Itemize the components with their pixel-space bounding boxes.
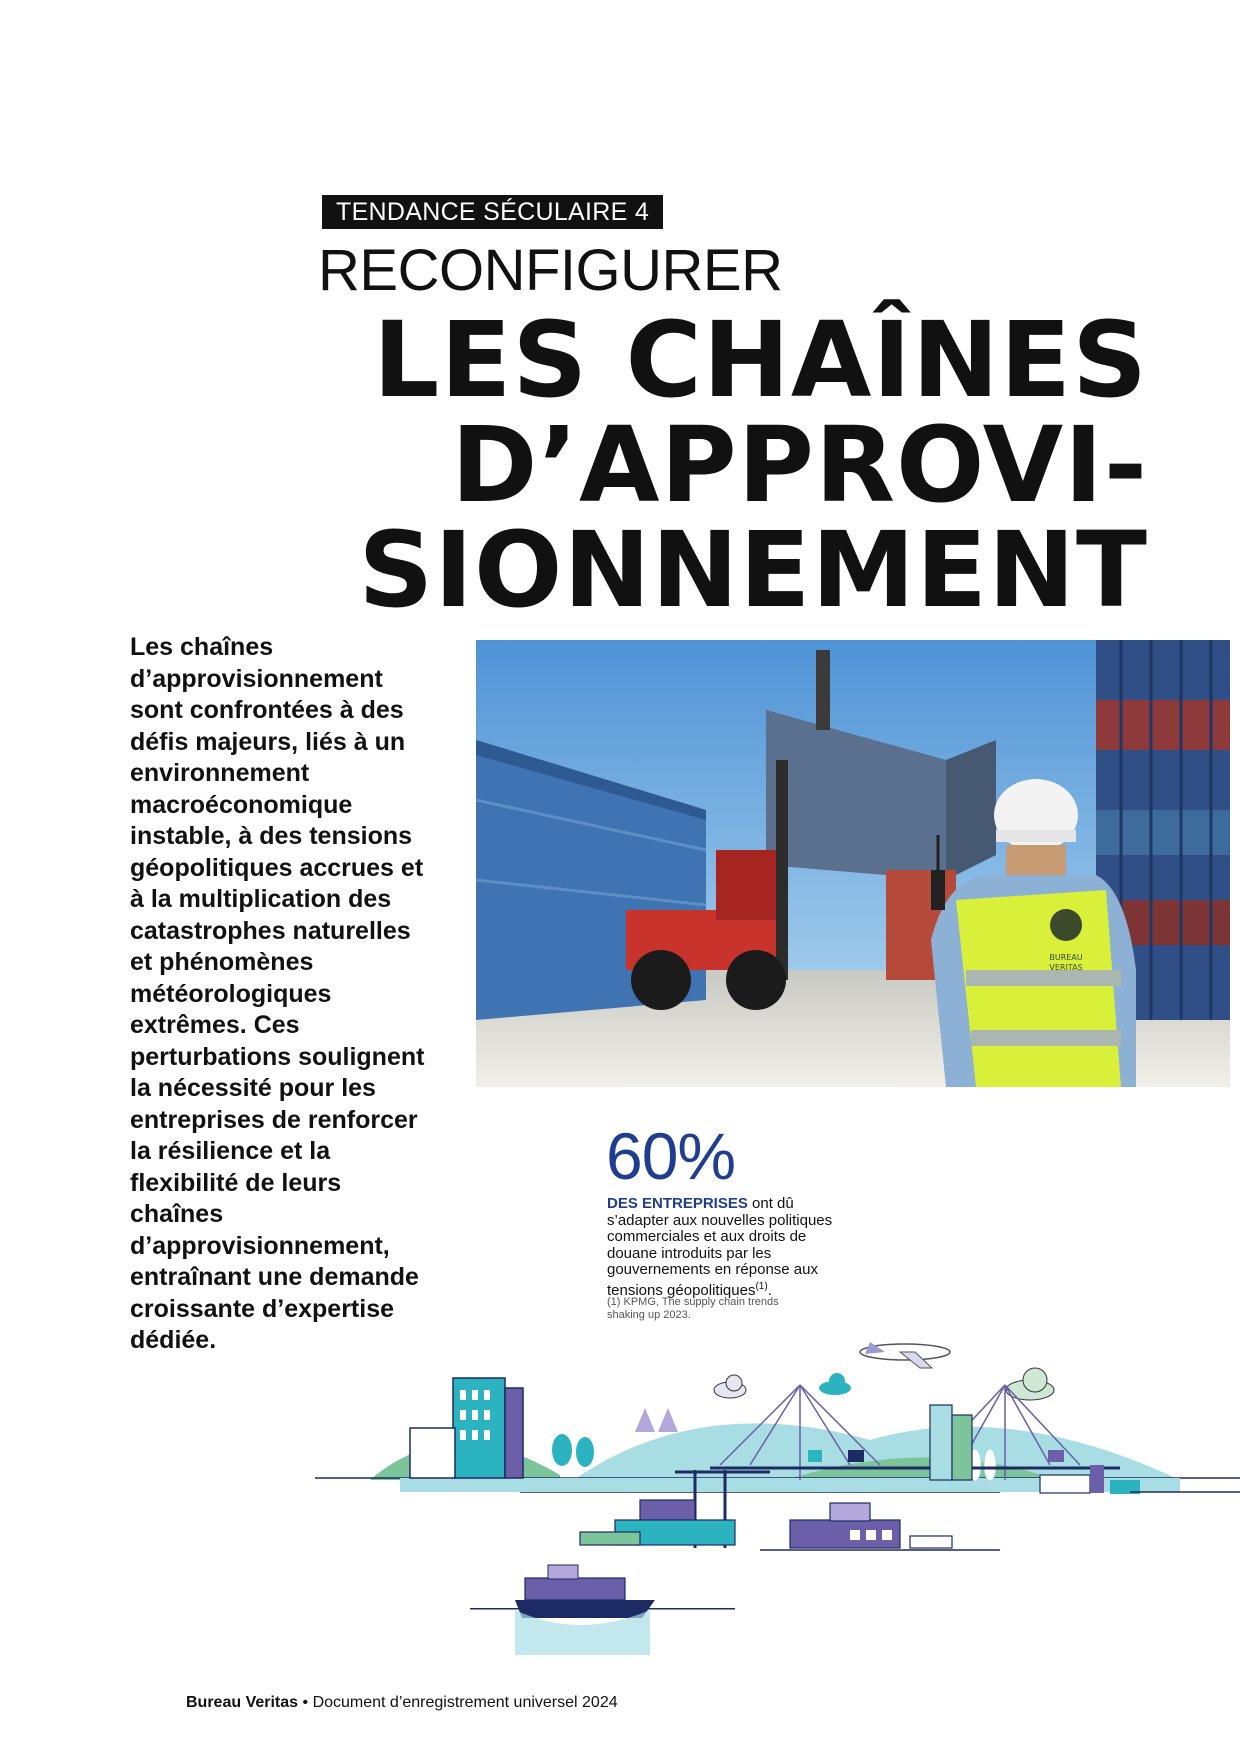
vest-text: BUREAU [1049,953,1083,962]
stat-footnote: (1) KPMG, The supply chain trends shaking up 2023. [607,1296,779,1321]
page-footer [186,1694,618,1712]
airplane-icon [860,1342,950,1368]
vest-text: VERITAS [1049,963,1083,972]
cloud-icon [819,1373,851,1395]
cloud-icon [1006,1368,1054,1400]
stat-emphasis: DES ENTREPRISES [607,1195,748,1212]
title-line: LES CHAÎNES [373,299,1148,421]
cargo-ship-icon [470,1565,735,1655]
stat-footnote-ref: (1) [755,1280,768,1292]
intro-paragraph: Les chaînes d’approvisionnement sont confrontées à des défis majeurs, liés à un environnement macroéconomique instable, à des tensions géopolitiques accrues et à la multiplication des catastrophes naturelles et phénomènes météorologiques extrêmes. Ces perturbations soulignent la nécessité pour les entreprises de renforcer la résilience et la flexibilité de leurs chaînes d’approvisionnement, entraînant une demande croissante d’expertise dédiée. [130,633,425,1354]
stat-description [607,1196,857,1299]
stat-trailing: . [767,1281,772,1299]
title-line: D’APPROVI- [451,404,1148,526]
cloud-icon [714,1375,746,1398]
stat-value: 60% [606,1119,736,1193]
section-eyebrow: TENDANCE SÉCULAIRE 4 [322,195,663,229]
section-kicker: RECONFIGURER [318,238,783,303]
footer-separator: • [298,1694,313,1711]
port-inspector-photo [476,640,1230,1087]
page-title [358,299,1148,631]
footer-document: Document d’enregistrement universel 2024 [312,1694,618,1711]
footer-brand: Bureau Veritas [186,1694,299,1711]
title-line: SIONNEMENT [358,509,1148,631]
photo-illustration [476,640,1230,1087]
stat-body: ont dû s’adapter aux nouvelles politiques commerciales et aux droits de douane introduits par les gouvernements en réponse aux tensions géopolitiques [607,1195,833,1299]
supply-chain-illustration [310,1310,1240,1655]
